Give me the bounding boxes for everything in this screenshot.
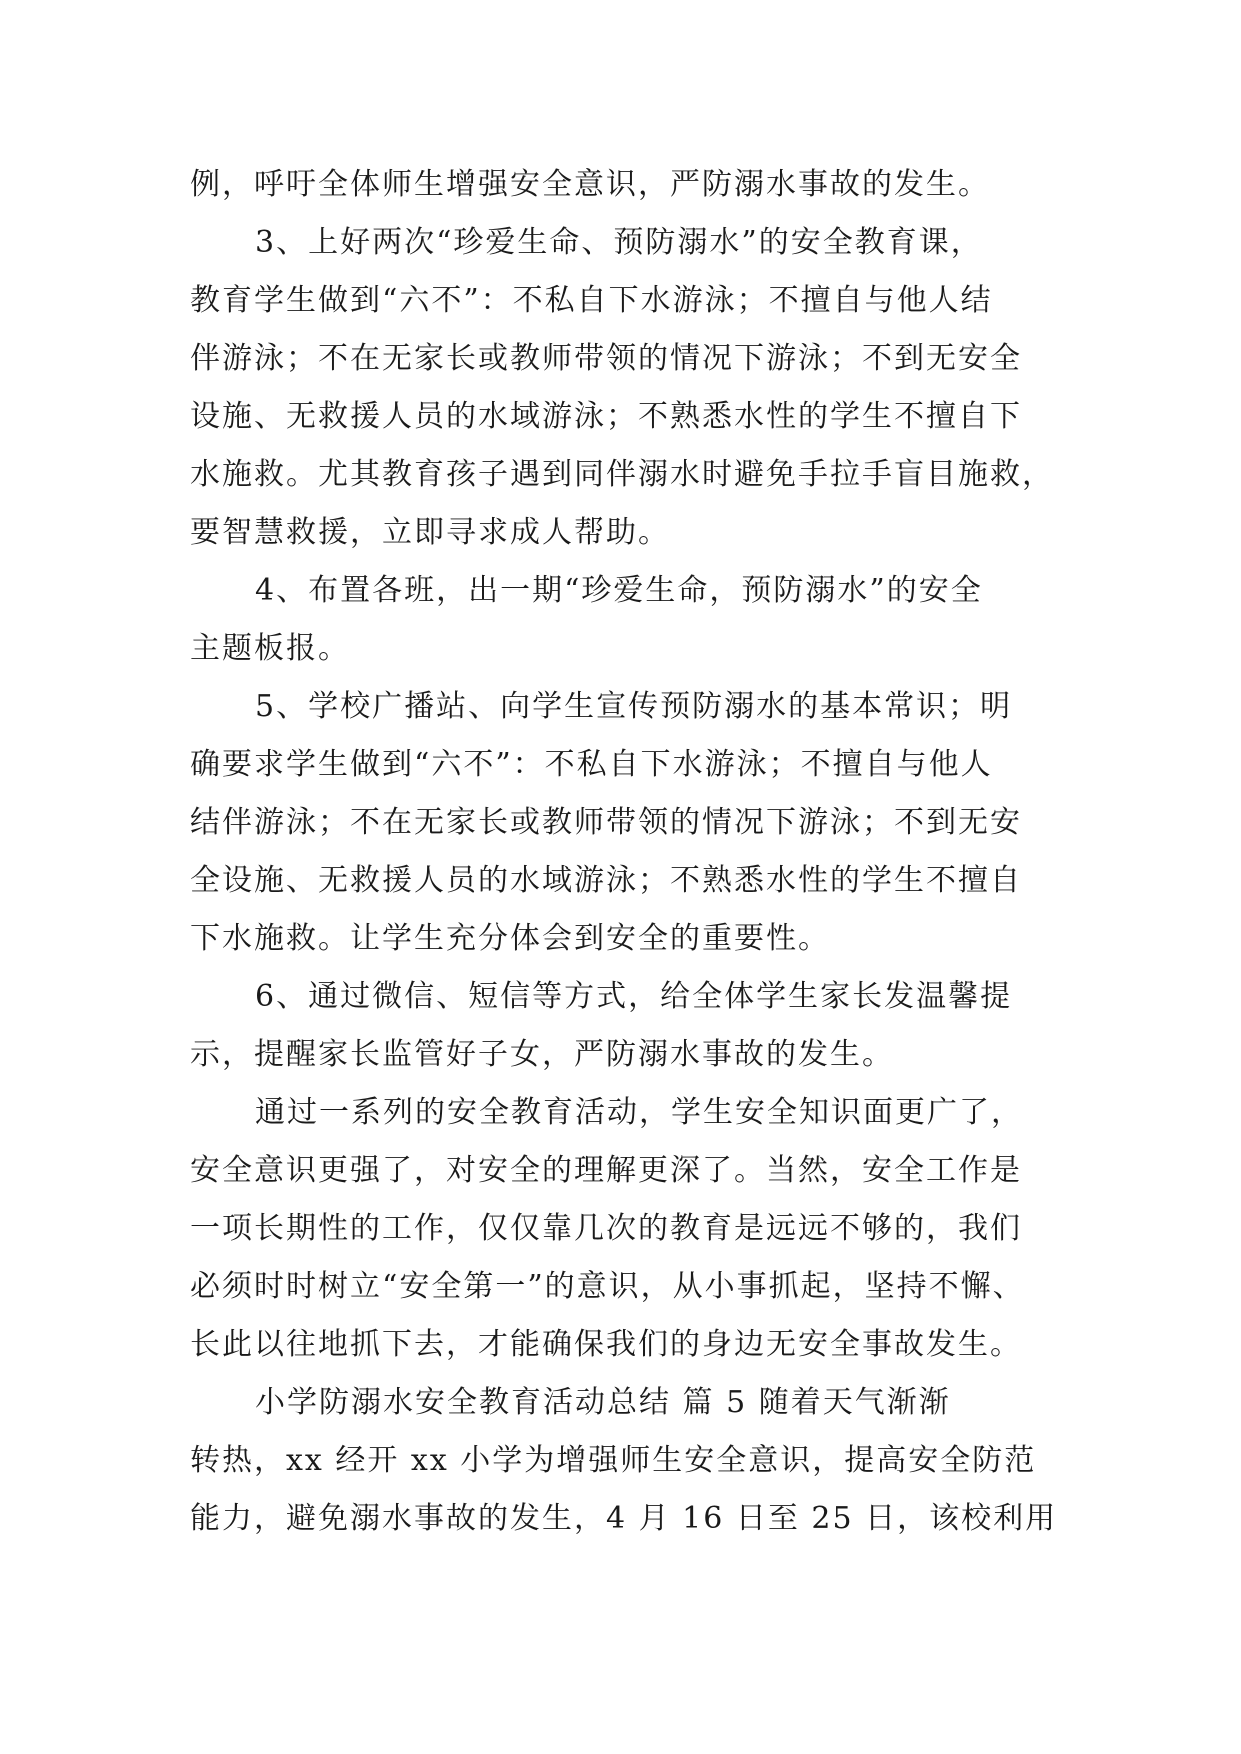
text-line: 水施救。尤其教育孩子遇到同伴溺水时避免手拉手盲目施救，	[190, 457, 1054, 492]
paragraph-3-start: 3、上好两次“珍爱生命、预防溺水”的安全教育课，	[255, 225, 983, 260]
paragraph-6-start: 6、通过微信、短信等方式，给全体学生家长发温馨提	[255, 979, 1013, 1014]
text-line: 一项长期性的工作，仅仅靠几次的教育是远远不够的，我们	[190, 1211, 1022, 1246]
text-line: 必须时时树立“安全第一”的意识，从小事抓起，坚持不懈、	[190, 1269, 1025, 1304]
text-line: 转热，xx 经开 xx 小学为增强师生安全意识，提高安全防范	[190, 1443, 1037, 1478]
text-line: 下水施救。让学生充分体会到安全的重要性。	[190, 921, 830, 956]
text-line: 示，提醒家长监管好子女，严防溺水事故的发生。	[190, 1037, 894, 1072]
text-line: 安全意识更强了，对安全的理解更深了。当然，安全工作是	[190, 1153, 1022, 1188]
text-line: 确要求学生做到“六不”：不私自下水游泳；不擅自与他人	[190, 747, 993, 782]
text-line: 能力，避免溺水事故的发生，4 月 16 日至 25 日，该校利用	[190, 1501, 1058, 1536]
text-line: 主题板报。	[190, 631, 350, 666]
paragraph-4-start: 4、布置各班，出一期“珍爱生命，预防溺水”的安全	[255, 573, 983, 608]
text-line: 教育学生做到“六不”：不私自下水游泳；不擅自与他人结	[190, 283, 993, 318]
text-line: 伴游泳；不在无家长或教师带领的情况下游泳；不到无安全	[190, 341, 1022, 376]
text-line: 设施、无救援人员的水域游泳；不熟悉水性的学生不擅自下	[190, 399, 1022, 434]
text-line: 例，呼吁全体师生增强安全意识，严防溺水事故的发生。	[190, 167, 990, 202]
section-5-heading-line: 小学防溺水安全教育活动总结 篇 5 随着天气渐渐	[255, 1385, 951, 1420]
paragraph-5-start: 5、学校广播站、向学生宣传预防溺水的基本常识；明	[255, 689, 1013, 724]
text-line: 全设施、无救援人员的水域游泳；不熟悉水性的学生不擅自	[190, 863, 1022, 898]
text-line: 长此以往地抓下去，才能确保我们的身边无安全事故发生。	[190, 1327, 1022, 1362]
text-line: 结伴游泳；不在无家长或教师带领的情况下游泳；不到无安	[190, 805, 1022, 840]
document-body	[190, 156, 1060, 1548]
paragraph-summary-start: 通过一系列的安全教育活动，学生安全知识面更广了，	[255, 1095, 1023, 1130]
text-line: 要智慧救援，立即寻求成人帮助。	[190, 515, 670, 550]
